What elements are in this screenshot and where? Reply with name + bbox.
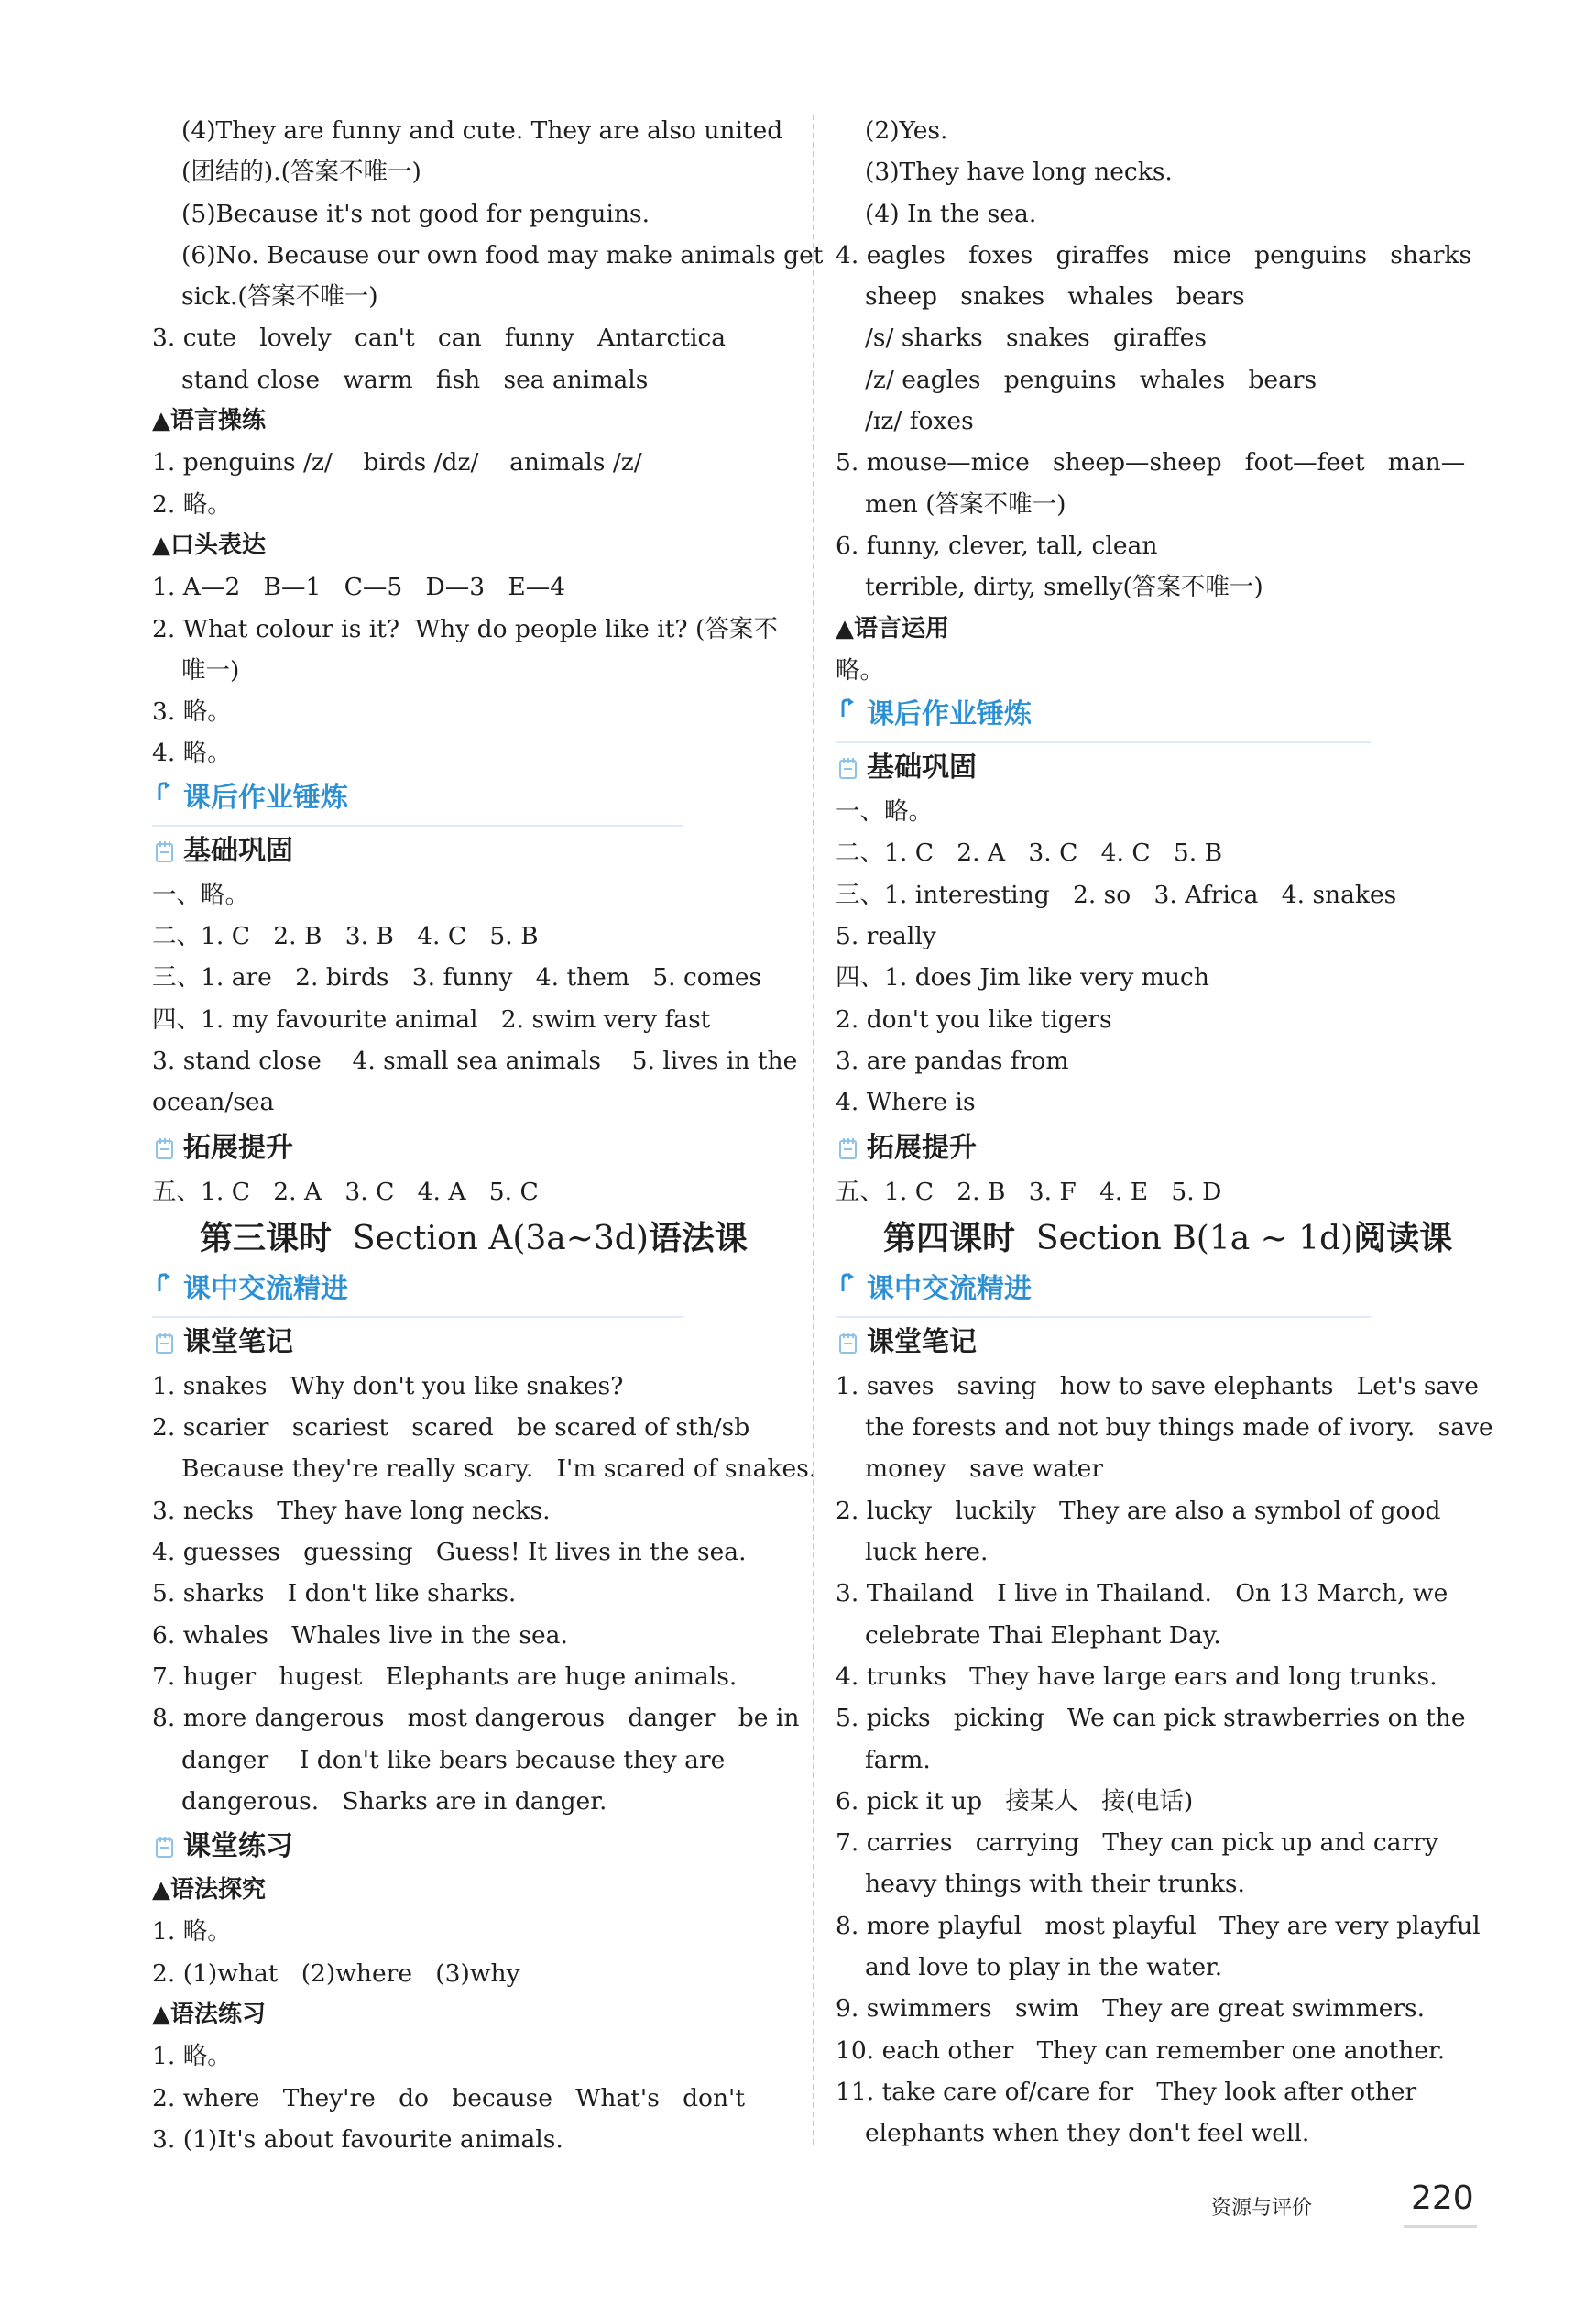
answer-line: 唯一) xyxy=(181,655,240,685)
answer-line: 三、1. interesting 2. so 3. Africa 4. snakes xyxy=(836,880,1397,909)
answer-line: 3. 略。 xyxy=(152,697,232,727)
answer-line: 9. swimmers swim They are great swimmers. xyxy=(836,1994,1426,2024)
exercise-heading: ▲语法练习 xyxy=(152,2000,266,2028)
answer-line: 四、1. my favourite animal 2. swim very fast xyxy=(152,1004,711,1034)
answer-line: 1. penguins /z/ birds /dz/ animals /z/ xyxy=(152,448,642,477)
section-band xyxy=(152,1266,683,1318)
answer-line: heavy things with their trunks. xyxy=(865,1870,1245,1899)
answer-line: 5. mouse—mice sheep—sheep foot—feet man— xyxy=(836,448,1466,477)
answer-line: 二、1. C 2. A 3. C 4. C 5. B xyxy=(836,839,1223,868)
subsection-title: 课堂笔记 xyxy=(867,1325,977,1358)
section-ribbon-icon xyxy=(839,1273,859,1295)
answer-line: 5. picks picking We can pick strawberries on the xyxy=(836,1704,1466,1733)
lesson-title-cn2: 语法课 xyxy=(648,1219,748,1257)
lesson-title xyxy=(836,1212,1481,1266)
answer-line: 1. 略。 xyxy=(152,1917,232,1947)
notebook-icon xyxy=(154,1136,176,1160)
answer-line: 8. more playful most playful They are very playful xyxy=(836,1911,1481,1940)
answer-line: 2. lucky luckily They are also a symbol of good xyxy=(836,1496,1441,1525)
answer-line: 2. What colour is it? Why do people like it? (答案不 xyxy=(152,614,778,643)
answer-line: 三、1. are 2. birds 3. funny 4. them 5. comes xyxy=(152,963,762,993)
lesson-title-cn: 第三课时 xyxy=(200,1219,333,1257)
answer-line: men (答案不唯一) xyxy=(865,489,1066,519)
answer-line: 10. each other They can remember one another. xyxy=(836,2035,1446,2065)
page-number: 220 xyxy=(1411,2179,1474,2217)
subsection-heading xyxy=(152,1822,793,1870)
subsection-title: 基础巩固 xyxy=(183,834,293,867)
answer-line: (4) In the sea. xyxy=(865,199,1037,228)
subsection-title: 课堂练习 xyxy=(183,1830,293,1863)
answer-line: 4. eagles foxes giraffes mice penguins sharks xyxy=(836,240,1472,269)
answer-line: (团结的).(答案不唯一) xyxy=(181,158,421,187)
subsection-heading xyxy=(152,1318,793,1366)
left-column xyxy=(152,110,824,2160)
answer-line: 2. scarier scariest scared be scared of sth/sb xyxy=(152,1413,750,1443)
exercise-heading: ▲语言操练 xyxy=(152,407,266,435)
section-band xyxy=(836,691,1371,743)
answer-line: 略。 xyxy=(836,655,884,685)
answer-line: luck here. xyxy=(865,1538,989,1567)
subsection-heading xyxy=(836,1124,1481,1171)
answer-line: 3. cute lovely can't can funny Antarctica xyxy=(152,324,727,353)
notebook-icon xyxy=(154,839,176,863)
section-ribbon-icon xyxy=(156,1273,176,1295)
answer-line: 2. 略。 xyxy=(152,489,232,519)
section-band xyxy=(152,774,683,827)
answer-line: dangerous. Sharks are in danger. xyxy=(181,1786,607,1816)
answer-line: 1. A—2 B—1 C—5 D—3 E—4 xyxy=(152,573,566,602)
answer-line: 2. (1)what (2)where (3)why xyxy=(152,1958,520,1988)
answer-line: 四、1. does Jim like very much xyxy=(836,963,1209,993)
subsection-heading xyxy=(152,827,793,874)
right-column xyxy=(836,110,1493,2154)
answer-line: 3. necks They have long necks. xyxy=(152,1496,551,1525)
subsection-heading xyxy=(836,1318,1481,1366)
lesson-title-en: Section B(1a ~ 1d) xyxy=(1015,1219,1354,1257)
answer-line: terrible, dirty, smelly(答案不唯一) xyxy=(865,573,1263,602)
answer-line: 二、1. C 2. B 3. B 4. C 5. B xyxy=(152,922,539,951)
answer-line: /ɪz/ foxes xyxy=(865,407,974,436)
answer-line: 4. trunks They have large ears and long trunks. xyxy=(836,1662,1437,1691)
answer-line: celebrate Thai Elephant Day. xyxy=(865,1620,1221,1650)
answer-line: 7. carries carrying They can pick up and carry xyxy=(836,1828,1438,1858)
answer-line: 2. don't you like tigers xyxy=(836,1004,1112,1034)
answer-line: 4. guesses guessing Guess! It lives in the sea. xyxy=(152,1538,747,1567)
lesson-title xyxy=(152,1212,793,1266)
answer-line: 3. are pandas from xyxy=(836,1046,1069,1075)
answer-line: (2)Yes. xyxy=(865,116,948,145)
exercise-heading: ▲口头表达 xyxy=(152,531,266,559)
section-band xyxy=(836,1266,1371,1318)
notebook-icon xyxy=(154,1835,176,1859)
exercise-heading: ▲语言运用 xyxy=(836,614,949,642)
answer-line: 5. sharks I don't like sharks. xyxy=(152,1579,517,1608)
section-band-title: 课中交流精进 xyxy=(867,1272,1032,1305)
answer-line: sick.(答案不唯一) xyxy=(181,282,378,312)
answer-line: 6. whales Whales live in the sea. xyxy=(152,1620,568,1650)
answer-line: sheep snakes whales bears xyxy=(865,282,1245,312)
answer-line: money save water xyxy=(865,1454,1104,1484)
section-band-title: 课中交流精进 xyxy=(183,1272,348,1305)
answer-line: 1. 略。 xyxy=(152,2042,232,2071)
answer-line: (4)They are funny and cute. They are also united xyxy=(181,116,783,145)
answer-line: the forests and not buy things made of ivory. save xyxy=(865,1413,1493,1443)
subsection-title: 课堂笔记 xyxy=(183,1325,293,1358)
subsection-title: 拓展提升 xyxy=(183,1131,293,1164)
answer-line: and love to play in the water. xyxy=(865,1952,1223,1981)
answer-line: /z/ eagles penguins whales bears xyxy=(865,365,1317,394)
answer-line: 4. Where is xyxy=(836,1088,976,1117)
subsection-title: 基础巩固 xyxy=(867,752,977,784)
answer-line: /s/ sharks snakes giraffes xyxy=(865,324,1208,353)
section-band-title: 课后作业锤炼 xyxy=(183,781,348,814)
answer-line: 2. where They're do because What's don't xyxy=(152,2083,745,2112)
answer-line: stand close warm fish sea animals xyxy=(181,365,649,394)
answer-line: 3. (1)It's about favourite animals. xyxy=(152,2124,563,2154)
subsection-heading xyxy=(152,1124,793,1171)
notebook-icon xyxy=(837,1136,859,1160)
exercise-heading: ▲语法探究 xyxy=(152,1876,266,1904)
answer-line: 8. more dangerous most dangerous danger be in xyxy=(152,1704,800,1733)
column-divider xyxy=(813,115,814,2145)
answer-line: 五、1. C 2. A 3. C 4. A 5. C xyxy=(152,1177,539,1206)
lesson-title-cn2: 阅读课 xyxy=(1353,1219,1453,1257)
answer-line: 6. funny, clever, tall, clean xyxy=(836,531,1158,560)
subsection-title: 拓展提升 xyxy=(867,1131,977,1164)
answer-line: 11. take care of/care for They look after other xyxy=(836,2077,1417,2106)
answer-line: 1. snakes Why don't you like snakes? xyxy=(152,1371,624,1400)
answer-line: 一、略。 xyxy=(152,880,249,909)
answer-line: 五、1. C 2. B 3. F 4. E 5. D xyxy=(836,1177,1222,1206)
section-ribbon-icon xyxy=(839,698,859,720)
subsection-heading xyxy=(836,743,1481,791)
answer-line: 7. huger hugest Elephants are huge animals. xyxy=(152,1662,738,1691)
answer-line: 4. 略。 xyxy=(152,739,232,768)
answer-line: (5)Because it's not good for penguins. xyxy=(181,199,650,228)
page-number-underline xyxy=(1404,2225,1477,2228)
notebook-icon xyxy=(154,1331,176,1355)
answer-line: 6. pick it up 接某人 接(电话) xyxy=(836,1786,1194,1816)
answer-line: 5. really xyxy=(836,922,936,951)
section-band-title: 课后作业锤炼 xyxy=(867,698,1032,731)
answer-line: elephants when they don't feel well. xyxy=(865,2119,1310,2148)
answer-line: danger I don't like bears because they are xyxy=(181,1745,726,1774)
lesson-title-en: Section A(3a~3d) xyxy=(332,1219,649,1257)
notebook-icon xyxy=(837,1331,859,1355)
answer-line: 1. saves saving how to save elephants Let's save xyxy=(836,1371,1479,1400)
notebook-icon xyxy=(837,756,859,780)
lesson-title-cn: 第四课时 xyxy=(883,1219,1016,1257)
answer-line: farm. xyxy=(865,1745,931,1774)
answer-line: 3. Thailand I live in Thailand. On 13 March, we xyxy=(836,1579,1448,1608)
answer-line: (3)They have long necks. xyxy=(865,158,1173,187)
answer-line: 一、略。 xyxy=(836,797,933,827)
answer-line: 3. stand close 4. small sea animals 5. lives in the xyxy=(152,1046,798,1075)
answer-line: Because they're really scary. I'm scared of snakes. xyxy=(181,1454,817,1484)
answer-line: (6)No. Because our own food may make animals get xyxy=(181,240,824,269)
section-ribbon-icon xyxy=(156,782,176,804)
answer-line: ocean/sea xyxy=(152,1088,275,1117)
footer-label: 资源与评价 xyxy=(1211,2197,1313,2220)
